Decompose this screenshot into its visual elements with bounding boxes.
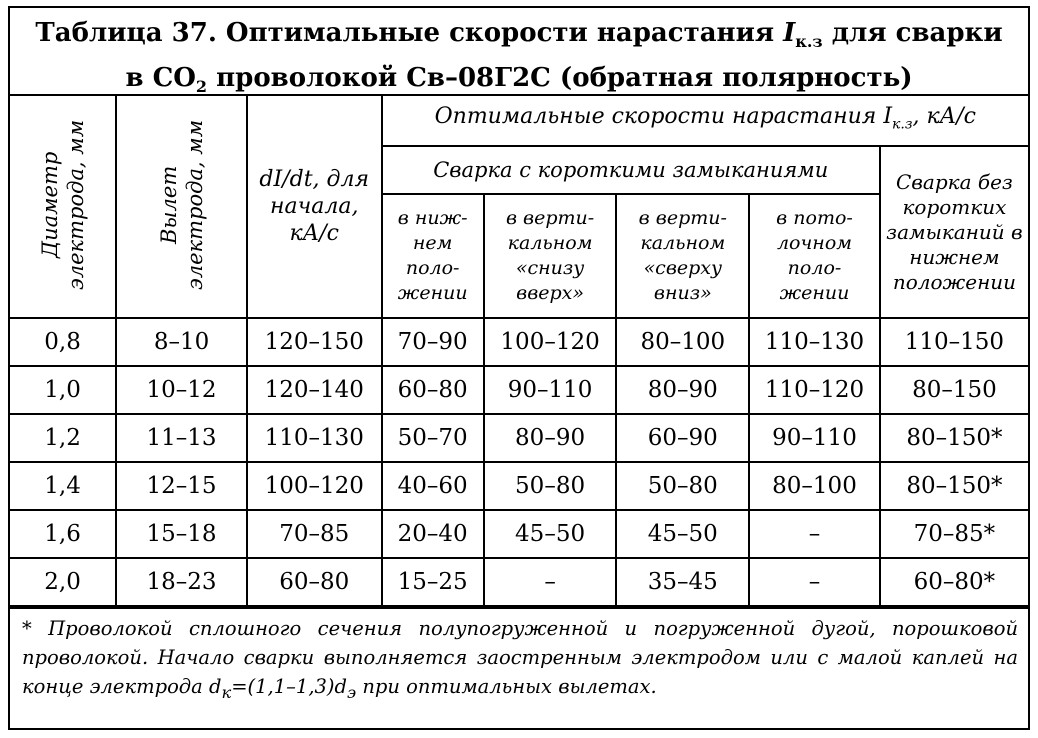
header-pos-vert-up: в верти-кальном «снизу вверх» [484, 194, 617, 318]
table-cell: 2,0 [10, 558, 116, 606]
table-title [10, 8, 1028, 96]
table-cell: 80–100 [749, 462, 880, 510]
table-cell: 1,0 [10, 366, 116, 414]
table-cell: 80–90 [616, 366, 749, 414]
table-row [10, 318, 1028, 366]
table-row [10, 462, 1028, 510]
table-cell: 80–150 [880, 366, 1028, 414]
table-cell: 120–140 [247, 366, 382, 414]
table-cell: 10–12 [116, 366, 247, 414]
table-cell: 80–90 [484, 414, 617, 462]
table-cell: 70–85 [247, 510, 382, 558]
table-cell: 60–80 [247, 558, 382, 606]
table-cell: 80–150* [880, 414, 1028, 462]
table-cell: 60–80 [382, 366, 484, 414]
table-cell: 110–120 [749, 366, 880, 414]
title-line-1 [10, 15, 1028, 60]
table-cell: 80–100 [616, 318, 749, 366]
header-stickout: Вылет электрода, мм [116, 96, 247, 318]
table-cell: 110–130 [749, 318, 880, 366]
title-text-2-post: проволокой Св–08Г2С (обратная полярность) [207, 63, 913, 94]
table-cell: 70–85* [880, 510, 1028, 558]
header-short-circuit: Сварка с короткими замыканиями [382, 146, 880, 194]
table-cell: 18–23 [116, 558, 247, 606]
header-didt: dI/dt, для начала, кА/с [247, 96, 382, 318]
table-row [10, 414, 1028, 462]
table-cell: 45–50 [484, 510, 617, 558]
table-cell: 110–130 [247, 414, 382, 462]
table-cell: 1,4 [10, 462, 116, 510]
table-cell: – [749, 510, 880, 558]
table-cell: 50–70 [382, 414, 484, 462]
table-cell: 35–45 [616, 558, 749, 606]
table-cell: 60–80* [880, 558, 1028, 606]
title-sub-2: 2 [195, 77, 208, 97]
table-cell: 100–120 [484, 318, 617, 366]
title-text-2: в CO [125, 63, 196, 94]
table-row [10, 558, 1028, 606]
table-cell: 70–90 [382, 318, 484, 366]
table-cell: 90–110 [484, 366, 617, 414]
header-optimal: Оптимальные скорости нарастания $I_{к.з}$, кА/с [382, 96, 1028, 146]
table-cell: 80–150* [880, 462, 1028, 510]
table-cell: 60–90 [616, 414, 749, 462]
table-cell: 12–15 [116, 462, 247, 510]
table-cell: 110–150 [880, 318, 1028, 366]
table-cell: 50–80 [484, 462, 617, 510]
header-no-short: Сварка без коротких замыканий в нижнем положении [880, 146, 1028, 318]
table-cell: 8–10 [116, 318, 247, 366]
title-text-post: для сварки [822, 18, 1003, 48]
table-cell: 15–25 [382, 558, 484, 606]
title-sub: к.з [795, 32, 823, 52]
title-var: I [783, 18, 796, 48]
table-row [10, 366, 1028, 414]
table-row [10, 510, 1028, 558]
table-cell: 1,2 [10, 414, 116, 462]
table-cell: – [749, 558, 880, 606]
table-cell: 100–120 [247, 462, 382, 510]
title-line-2 [10, 60, 1028, 105]
data-table [10, 96, 1028, 607]
header-pos-ceiling: в пото-лочном поло-жении [749, 194, 880, 318]
table-cell: – [484, 558, 617, 606]
table-cell: 11–13 [116, 414, 247, 462]
header-pos-vert-down: в верти-кальном «сверху вниз» [616, 194, 749, 318]
table-cell: 40–60 [382, 462, 484, 510]
table-cell: 1,6 [10, 510, 116, 558]
table-cell: 50–80 [616, 462, 749, 510]
table-frame [8, 6, 1030, 730]
header-pos-lower: в ниж-нем поло-жении [382, 194, 484, 318]
table-cell: 90–110 [749, 414, 880, 462]
table-cell: 45–50 [616, 510, 749, 558]
table-cell: 120–150 [247, 318, 382, 366]
table-cell: 15–18 [116, 510, 247, 558]
title-text: Таблица 37. Оптимальные скорости нарастания [35, 18, 784, 48]
header-diameter: Диаметр электрода, мм [10, 96, 116, 318]
footnote: * Проволокой сплошного сечения полупогруженной и погруженной дугой, порошковой проволокой. Начало сварки выполняется заостренным электродом или с малой каплей на конце электрода $d_к=(1,1-1,3)d_э$ при оптимальных вылетах. [10, 607, 1028, 719]
table-cell: 0,8 [10, 318, 116, 366]
table-cell: 20–40 [382, 510, 484, 558]
